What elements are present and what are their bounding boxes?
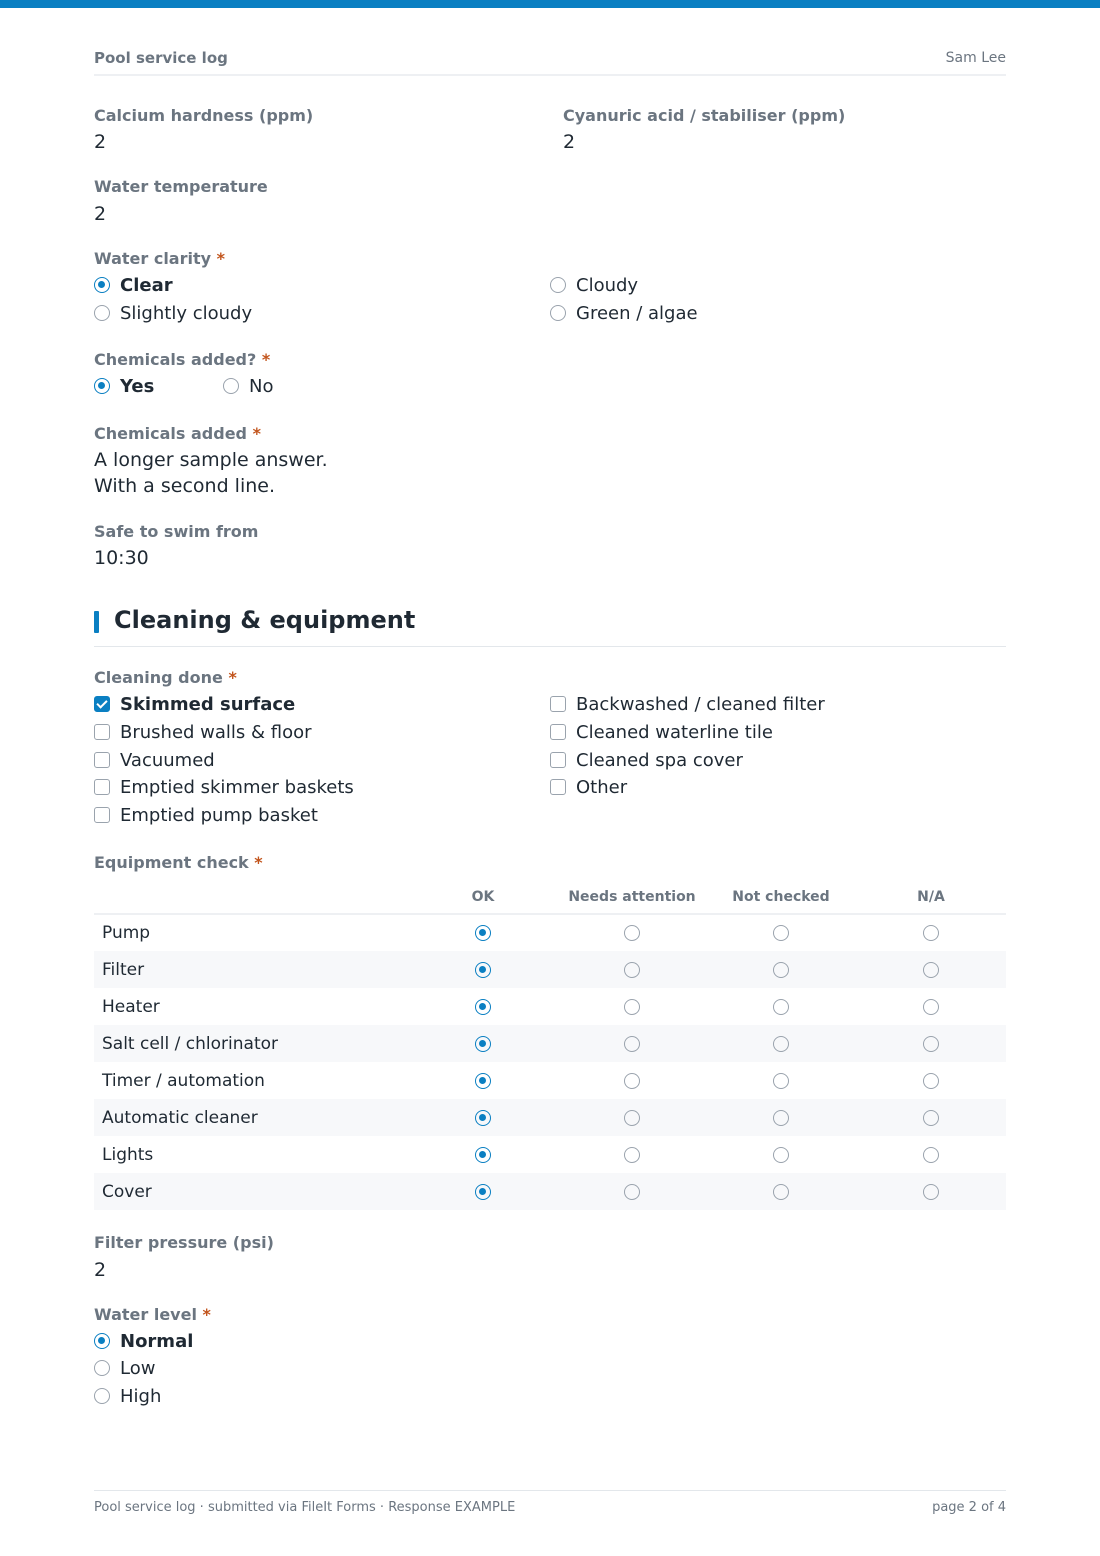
- radio-selected-icon: [94, 1333, 110, 1349]
- chemicals-added-value-line1: A longer sample answer.: [94, 449, 328, 471]
- matrix-cell: [856, 1173, 1006, 1210]
- radio-icon[interactable]: [773, 925, 789, 941]
- matrix-cell: [856, 1062, 1006, 1099]
- radio-icon[interactable]: [624, 1036, 640, 1052]
- table-row: [94, 1099, 1006, 1136]
- radio-icon[interactable]: [923, 1110, 939, 1126]
- row-label: Heater: [102, 996, 160, 1017]
- matrix-cell: [558, 914, 706, 951]
- option-label: Slightly cloudy: [120, 302, 253, 324]
- cleaning-done-label-text: Cleaning done: [94, 668, 223, 687]
- checkbox-icon: [94, 807, 110, 823]
- checkbox-icon: [550, 696, 566, 712]
- checkbox-icon: [550, 779, 566, 795]
- section-heading: [94, 605, 1006, 647]
- clarity-option-slightly-cloudy[interactable]: [94, 301, 252, 325]
- water-temp-value: 2: [94, 203, 107, 225]
- water-level-label-text: Water level: [94, 1305, 197, 1324]
- radio-icon[interactable]: [624, 1110, 640, 1126]
- matrix-cell: [408, 988, 558, 1025]
- water-level-label: [94, 1305, 211, 1324]
- form-title: Pool service log: [94, 49, 228, 67]
- matrix-header-needs-attention: Needs attention: [558, 880, 706, 914]
- option-label: Skimmed surface: [120, 693, 296, 715]
- radio-icon[interactable]: [773, 1073, 789, 1089]
- equipment-check-label-text: Equipment check: [94, 853, 249, 872]
- radio-selected-icon[interactable]: [475, 1073, 491, 1089]
- page-number: page 2 of 4: [932, 1500, 1006, 1515]
- cleaning-option-skimmed-surface[interactable]: [94, 692, 295, 716]
- matrix-header-ok: OK: [408, 880, 558, 914]
- filter-pressure-value: 2: [94, 1259, 107, 1281]
- matrix-cell: [856, 914, 1006, 951]
- matrix-header-na: N/A: [856, 880, 1006, 914]
- matrix-cell: [706, 951, 856, 988]
- radio-icon[interactable]: [923, 1184, 939, 1200]
- option-label: Low: [120, 1357, 156, 1379]
- matrix-cell: [408, 1025, 558, 1062]
- radio-icon: [94, 1360, 110, 1376]
- water-level-option-high[interactable]: [94, 1384, 161, 1408]
- radio-icon[interactable]: [923, 962, 939, 978]
- cleaning-option-skimmer-baskets[interactable]: [94, 775, 354, 799]
- clarity-option-clear[interactable]: [94, 273, 173, 297]
- cyanuric-value: 2: [563, 131, 576, 153]
- respondent-name: Sam Lee: [945, 50, 1006, 66]
- option-label: Emptied pump basket: [120, 804, 318, 826]
- table-row: [94, 1025, 1006, 1062]
- required-mark: *: [202, 1305, 211, 1324]
- equipment-matrix: [94, 880, 1006, 1210]
- matrix-cell: [408, 1136, 558, 1173]
- top-accent-bar: [0, 0, 1100, 8]
- matrix-cell: [706, 1062, 856, 1099]
- table-row: [94, 1062, 1006, 1099]
- cleaning-done-label: [94, 668, 237, 687]
- table-row: [94, 914, 1006, 951]
- matrix-header-not-checked: Not checked: [706, 880, 856, 914]
- clarity-label-text: Water clarity: [94, 249, 212, 268]
- radio-icon[interactable]: [773, 999, 789, 1015]
- matrix-header-blank: [94, 880, 408, 914]
- chemicals-added-label-text: Chemicals added: [94, 424, 248, 443]
- checkbox-icon: [94, 724, 110, 740]
- row-label: Filter: [94, 951, 408, 988]
- matrix-cell: [856, 988, 1006, 1025]
- option-label: Brushed walls & floor: [120, 721, 312, 743]
- checkbox-checked-icon: [94, 696, 110, 712]
- radio-selected-icon: [94, 277, 110, 293]
- calcium-label: Calcium hardness (ppm): [94, 106, 314, 125]
- required-mark: *: [216, 249, 226, 268]
- filter-pressure-label: Filter pressure (psi): [94, 1233, 274, 1252]
- chem-added-question-text: Chemicals added?: [94, 350, 257, 369]
- radio-icon[interactable]: [773, 1147, 789, 1163]
- radio-icon[interactable]: [923, 1073, 939, 1089]
- matrix-cell: [408, 951, 558, 988]
- radio-selected-icon[interactable]: [475, 999, 491, 1015]
- matrix-cell: [408, 1173, 558, 1210]
- clarity-option-green-algae[interactable]: [550, 301, 698, 325]
- radio-icon[interactable]: [923, 999, 939, 1015]
- matrix-cell: [856, 1136, 1006, 1173]
- checkbox-icon: [550, 752, 566, 768]
- matrix-header-row: [94, 880, 1006, 914]
- safe-to-swim-value: 10:30: [94, 547, 149, 569]
- radio-icon[interactable]: [923, 1036, 939, 1052]
- row-label: Pump: [102, 923, 151, 943]
- calcium-value: 2: [94, 131, 107, 153]
- chem-added-option-yes[interactable]: [94, 374, 154, 398]
- page-header: [94, 46, 1006, 76]
- cleaning-option-pump-basket[interactable]: [94, 803, 318, 827]
- radio-icon: [550, 277, 566, 293]
- matrix-cell: [706, 1173, 856, 1210]
- cleaning-option-brushed-walls[interactable]: [94, 720, 312, 744]
- option-label: Backwashed / cleaned filter: [576, 693, 825, 715]
- clarity-option-cloudy[interactable]: [550, 273, 638, 297]
- option-label: Emptied skimmer baskets: [120, 776, 354, 798]
- matrix-cell: [408, 914, 558, 951]
- radio-icon[interactable]: [773, 1036, 789, 1052]
- matrix-cell: [558, 951, 706, 988]
- row-label: Cover: [94, 1173, 408, 1210]
- radio-icon[interactable]: [923, 925, 939, 941]
- option-label: Other: [576, 776, 628, 798]
- water-level-option-normal[interactable]: [94, 1329, 193, 1353]
- option-label: Cleaned spa cover: [576, 749, 743, 771]
- matrix-cell: [706, 1099, 856, 1136]
- matrix-cell: [706, 1136, 856, 1173]
- radio-selected-icon[interactable]: [475, 1147, 491, 1163]
- option-label: Cloudy: [576, 274, 639, 296]
- required-mark: *: [261, 350, 271, 369]
- radio-selected-icon: [94, 378, 110, 394]
- option-label: Cleaned waterline tile: [576, 721, 773, 743]
- required-mark: *: [228, 668, 237, 687]
- equipment-check-label: [94, 853, 263, 872]
- chemicals-added-value-line2: With a second line.: [94, 475, 275, 497]
- option-label: High: [120, 1385, 162, 1407]
- table-row: [94, 1173, 1006, 1210]
- water-level-option-low[interactable]: [94, 1356, 155, 1380]
- radio-icon[interactable]: [923, 1147, 939, 1163]
- radio-icon: [94, 1388, 110, 1404]
- radio-icon[interactable]: [624, 1184, 640, 1200]
- radio-icon[interactable]: [624, 925, 640, 941]
- checkbox-icon: [94, 752, 110, 768]
- matrix-cell: [558, 1136, 706, 1173]
- chem-added-question-label: [94, 350, 270, 369]
- matrix-cell: [558, 1062, 706, 1099]
- matrix-cell: [558, 988, 706, 1025]
- matrix-cell: [856, 1025, 1006, 1062]
- row-label: Automatic cleaner: [94, 1099, 408, 1136]
- section-accent-bar: [94, 611, 99, 633]
- radio-icon[interactable]: [624, 1147, 640, 1163]
- table-row: [94, 951, 1006, 988]
- radio-icon[interactable]: [773, 1184, 789, 1200]
- matrix-cell: [558, 1173, 706, 1210]
- radio-icon[interactable]: [773, 962, 789, 978]
- cleaning-option-waterline-tile[interactable]: [550, 720, 773, 744]
- matrix-cell: [408, 1062, 558, 1099]
- table-row: [94, 1136, 1006, 1173]
- required-mark: *: [252, 424, 261, 443]
- option-label: Yes: [120, 375, 155, 397]
- footer-left-text: Pool service log · submitted via FileIt Forms · Response EXAMPLE: [94, 1500, 516, 1515]
- radio-selected-icon[interactable]: [475, 1184, 491, 1200]
- checkbox-icon: [94, 779, 110, 795]
- radio-icon: [223, 378, 239, 394]
- option-label: Vacuumed: [120, 749, 215, 771]
- chem-added-option-no[interactable]: [223, 374, 273, 398]
- clarity-label: [94, 249, 225, 268]
- cleaning-option-other[interactable]: [550, 775, 627, 799]
- page-footer: [94, 1490, 1006, 1520]
- row-label: Salt cell / chlorinator: [94, 1025, 408, 1062]
- section-title: Cleaning & equipment: [114, 606, 416, 634]
- matrix-cell: [558, 1025, 706, 1062]
- radio-selected-icon[interactable]: [475, 1110, 491, 1126]
- cleaning-option-vacuumed[interactable]: [94, 748, 215, 772]
- radio-icon[interactable]: [624, 999, 640, 1015]
- required-mark: *: [254, 853, 263, 872]
- cleaning-option-backwashed-filter[interactable]: [550, 692, 825, 716]
- table-row: [94, 988, 1006, 1025]
- radio-selected-icon[interactable]: [475, 925, 491, 941]
- radio-icon[interactable]: [624, 1073, 640, 1089]
- matrix-cell: [706, 914, 856, 951]
- matrix-cell: [558, 1099, 706, 1136]
- option-label: Green / algae: [576, 302, 698, 324]
- option-label: No: [249, 375, 274, 397]
- cyanuric-label: Cyanuric acid / stabiliser (ppm): [563, 106, 846, 125]
- radio-selected-icon[interactable]: [475, 962, 491, 978]
- matrix-cell: [706, 988, 856, 1025]
- radio-selected-icon[interactable]: [475, 1036, 491, 1052]
- cleaning-option-spa-cover[interactable]: [550, 748, 743, 772]
- option-label: Clear: [120, 274, 173, 296]
- row-label: Timer / automation: [102, 1070, 265, 1091]
- matrix-cell: [856, 1099, 1006, 1136]
- radio-icon: [94, 305, 110, 321]
- water-temp-label: Water temperature: [94, 177, 268, 196]
- safe-to-swim-label: Safe to swim from: [94, 522, 259, 541]
- radio-icon[interactable]: [624, 962, 640, 978]
- matrix-cell: [706, 1025, 856, 1062]
- radio-icon[interactable]: [773, 1110, 789, 1126]
- checkbox-icon: [550, 724, 566, 740]
- radio-icon: [550, 305, 566, 321]
- matrix-body: [94, 914, 1006, 1210]
- option-label: Normal: [120, 1330, 194, 1352]
- row-label: Lights: [102, 1144, 154, 1165]
- matrix-cell: [408, 1099, 558, 1136]
- matrix-cell: [856, 951, 1006, 988]
- chemicals-added-label: [94, 424, 261, 443]
